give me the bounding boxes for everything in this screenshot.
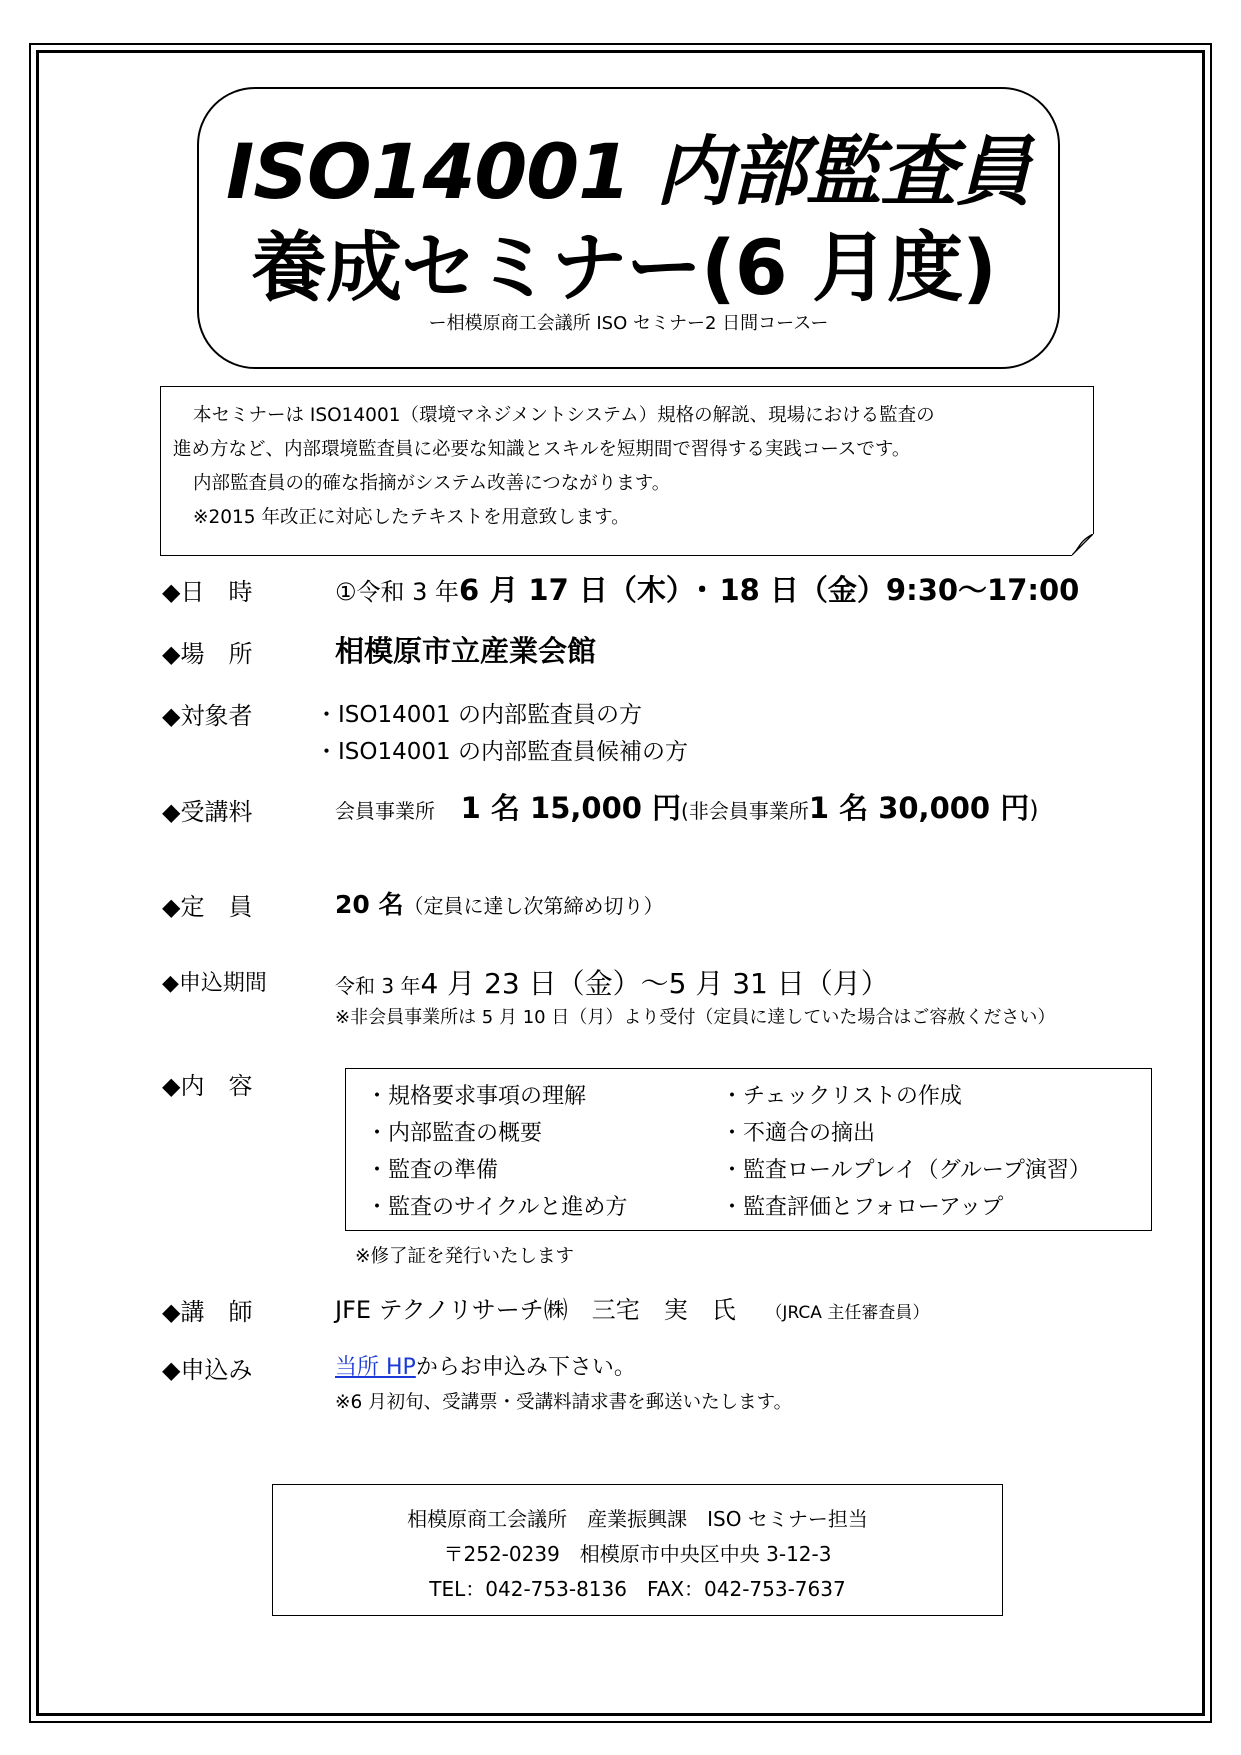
apply-label: ◆申込み bbox=[162, 1356, 253, 1384]
contents-label: ◆内 容 bbox=[162, 1072, 253, 1100]
fee-nonmember-price: 1 名 30,000 円 bbox=[808, 791, 1030, 825]
instructor-name: JFE テクノリサーチ㈱ 三宅 実 氏 bbox=[335, 1296, 736, 1324]
target-label: ◆対象者 bbox=[162, 702, 253, 730]
page-title-line1: ISO14001 内部監査員 bbox=[226, 127, 1031, 216]
fee-member-label: 会員事業所 bbox=[335, 799, 435, 823]
venue-label: ◆場 所 bbox=[162, 640, 253, 668]
content-item-left-3: ・監査の準備 bbox=[366, 1158, 499, 1183]
capacity-number: 20 名 bbox=[335, 890, 404, 919]
capacity-label: ◆定 員 bbox=[162, 893, 253, 921]
target-item-2: ・ISO14001 の内部監査員候補の方 bbox=[315, 739, 688, 765]
page-curl-icon bbox=[1072, 534, 1094, 556]
application-period-label: ◆申込期間 bbox=[162, 971, 267, 996]
content-item-left-4: ・監査のサイクルと進め方 bbox=[366, 1195, 628, 1220]
contact-line-2: 〒252-0239 相模原市中央区中央 3-12-3 bbox=[443, 1542, 832, 1566]
application-period-dates: 4 月 23 日（金）～5 月 31 日（月） bbox=[420, 967, 889, 1000]
instructor-note: （JRCA 主任審査員） bbox=[765, 1303, 930, 1323]
content-item-right-2: ・不適合の摘出 bbox=[721, 1121, 876, 1146]
page-title-line2: 養成セミナー(6 月度) bbox=[251, 223, 996, 312]
intro-box bbox=[160, 386, 1094, 556]
apply-hp-link[interactable]: 当所 HP bbox=[335, 1355, 416, 1380]
application-period-prefix: 令和 3 年 bbox=[335, 974, 421, 998]
contents-box bbox=[345, 1068, 1152, 1231]
fee-nonmember-label: 非会員事業所 bbox=[688, 799, 809, 823]
content-item-right-1: ・チェックリストの作成 bbox=[721, 1084, 962, 1109]
schedule-label: ◆日 時 bbox=[162, 578, 253, 606]
capacity-note: （定員に達し次第締め切り） bbox=[403, 894, 664, 918]
venue-value: 相模原市立産業会館 bbox=[335, 634, 597, 668]
application-period-note: ※非会員事業所は 5 月 10 日（月）より受付（定員に達していた場合はご容赦ください） bbox=[335, 1007, 1056, 1028]
schedule-dates: 6 月 17 日（木）･ 18 日（金）9:30～17:00 bbox=[459, 573, 1080, 607]
contact-box bbox=[272, 1484, 1003, 1616]
intro-line-3: 内部監査員の的確な指摘がシステム改善につながります。 bbox=[193, 473, 671, 494]
content-item-left-2: ・内部監査の概要 bbox=[366, 1121, 543, 1146]
instructor-label: ◆講 師 bbox=[162, 1298, 253, 1326]
contact-line-3: TEL：042-753-8136 FAX：042-753-7637 bbox=[429, 1577, 846, 1601]
target-item-1: ・ISO14001 の内部監査員の方 bbox=[315, 702, 642, 728]
fee-value bbox=[335, 786, 1039, 827]
intro-line-2: 進め方など、内部環境監査員に必要な知識とスキルを短期間で習得する実践コースです。 bbox=[173, 439, 911, 460]
intro-line-4: ※2015 年改正に対応したテキストを用意致します。 bbox=[193, 507, 630, 528]
content-item-right-4: ・監査評価とフォローアップ bbox=[721, 1195, 1004, 1220]
content-item-left-1: ・規格要求事項の理解 bbox=[366, 1084, 587, 1109]
schedule-prefix: ①令和 3 年 bbox=[335, 578, 460, 606]
apply-value bbox=[335, 1350, 636, 1381]
intro-line-1: 本セミナーは ISO14001（環境マネジメントシステム）規格の解説、現場における監査の bbox=[193, 405, 935, 426]
fee-open-paren: ( bbox=[681, 799, 689, 823]
apply-note: ※6 月初旬、受講票・受講料請求書を郵送いたします。 bbox=[335, 1392, 793, 1413]
contact-line-1: 相模原商工会議所 産業振興課 ISO セミナー担当 bbox=[407, 1507, 868, 1531]
fee-close-paren: ) bbox=[1029, 796, 1039, 824]
apply-text: からお申込み下さい。 bbox=[415, 1355, 636, 1380]
page-subtitle: ー相模原商工会議所 ISO セミナー2 日間コースー bbox=[428, 313, 829, 334]
fee-member-price: 1 名 15,000 円 bbox=[460, 791, 682, 825]
contents-note: ※修了証を発行いたします bbox=[355, 1246, 575, 1267]
schedule-value bbox=[335, 568, 1079, 609]
content-item-right-3: ・監査ロールプレイ（グループ演習） bbox=[721, 1158, 1091, 1183]
fee-label: ◆受講料 bbox=[162, 798, 253, 826]
instructor-value bbox=[335, 1290, 929, 1325]
capacity-value bbox=[335, 885, 664, 921]
application-period-value bbox=[335, 962, 889, 1002]
title-box bbox=[197, 87, 1060, 369]
